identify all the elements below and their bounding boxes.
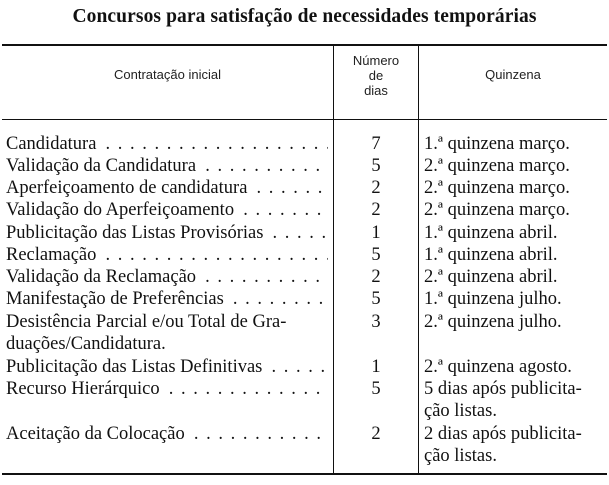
activity-text: Validação do Aperfeiçoamento: [6, 200, 237, 220]
fortnight-cell: [424, 423, 606, 467]
days-cell: 2: [371, 200, 381, 220]
activity-cell: [6, 133, 328, 155]
fortnight-cell: 2.ª quinzena agosto.: [424, 357, 572, 377]
fortnight-cell: 2.ª quinzena março.: [424, 156, 570, 176]
activity-text: Publicitação das Listas Provisórias: [6, 223, 266, 243]
fortnight-text-line2: ção listas.: [424, 446, 497, 466]
activity-text: Validação da Reclamação: [6, 267, 199, 287]
activity-text: Publicitação das Listas Definitivas: [6, 357, 265, 377]
activity-cell: [6, 199, 328, 221]
activity-cell: [6, 311, 328, 355]
header-rule: [2, 119, 607, 120]
activity-text: Candidatura: [6, 134, 99, 154]
table-title: Concursos para satisfação de necessidades temporárias: [72, 6, 537, 27]
days-cell: 5: [371, 289, 381, 309]
fortnight-text-line1: 5 dias após publicita-: [424, 379, 582, 399]
days-cell: 7: [371, 134, 381, 154]
activity-cell: [6, 155, 328, 177]
column-divider-2: [418, 46, 419, 473]
header-contratacao: Contratação inicial: [114, 67, 221, 82]
days-cell: 3: [371, 312, 381, 332]
activity-cell: [6, 266, 328, 288]
activity-text: Manifestação de Preferências: [6, 289, 227, 309]
fortnight-text-line2: ção listas.: [424, 401, 497, 421]
activity-cell: [6, 244, 328, 266]
activity-cell: [6, 378, 328, 400]
days-cell: 2: [371, 267, 381, 287]
fortnight-cell: [424, 378, 606, 422]
activity-cell: [6, 288, 328, 310]
header-numero-line: Número: [352, 53, 400, 68]
header-dias-line: dias: [364, 83, 388, 98]
fortnight-text-line1: 2 dias após publicita-: [424, 424, 582, 444]
activity-cell: [6, 423, 328, 445]
bottom-rule: [2, 473, 607, 475]
activity-text: Recurso Hierárquico: [6, 379, 163, 399]
days-cell: 5: [371, 156, 381, 176]
fortnight-cell: 1.ª quinzena março.: [424, 134, 570, 154]
activity-text: Reclamação: [6, 245, 99, 265]
activity-text: Validação da Candidatura: [6, 156, 199, 176]
days-cell: 5: [371, 245, 381, 265]
fortnight-cell: 1.ª quinzena julho.: [424, 289, 562, 309]
activity-text: Aceitação da Colocação: [6, 424, 188, 444]
fortnight-cell: 2.ª quinzena março.: [424, 200, 570, 220]
days-cell: 5: [371, 379, 381, 399]
activity-text-line2: duações/Candidatura.: [6, 334, 166, 354]
header-quinzena: Quinzena: [485, 67, 541, 82]
top-rule: [2, 44, 607, 46]
activity-text-line1: Desistência Parcial e/ou Total de Gra-: [6, 312, 287, 332]
activity-cell: [6, 222, 328, 244]
fortnight-cell: 1.ª quinzena abril.: [424, 223, 558, 243]
fortnight-cell: 1.ª quinzena abril.: [424, 245, 558, 265]
header-de-line: de: [368, 68, 384, 83]
days-cell: 1: [371, 357, 381, 377]
activity-cell: [6, 177, 328, 199]
days-cell: 2: [371, 424, 381, 444]
activity-cell: [6, 356, 328, 378]
days-cell: 1: [371, 223, 381, 243]
fortnight-cell: 2.ª quinzena julho.: [424, 312, 562, 332]
days-cell: 2: [371, 178, 381, 198]
fortnight-cell: 2.ª quinzena abril.: [424, 267, 558, 287]
activity-text: Aperfeiçoamento de candidatura: [6, 178, 250, 198]
header-numero-dias: [334, 53, 418, 98]
fortnight-cell: 2.ª quinzena março.: [424, 178, 570, 198]
